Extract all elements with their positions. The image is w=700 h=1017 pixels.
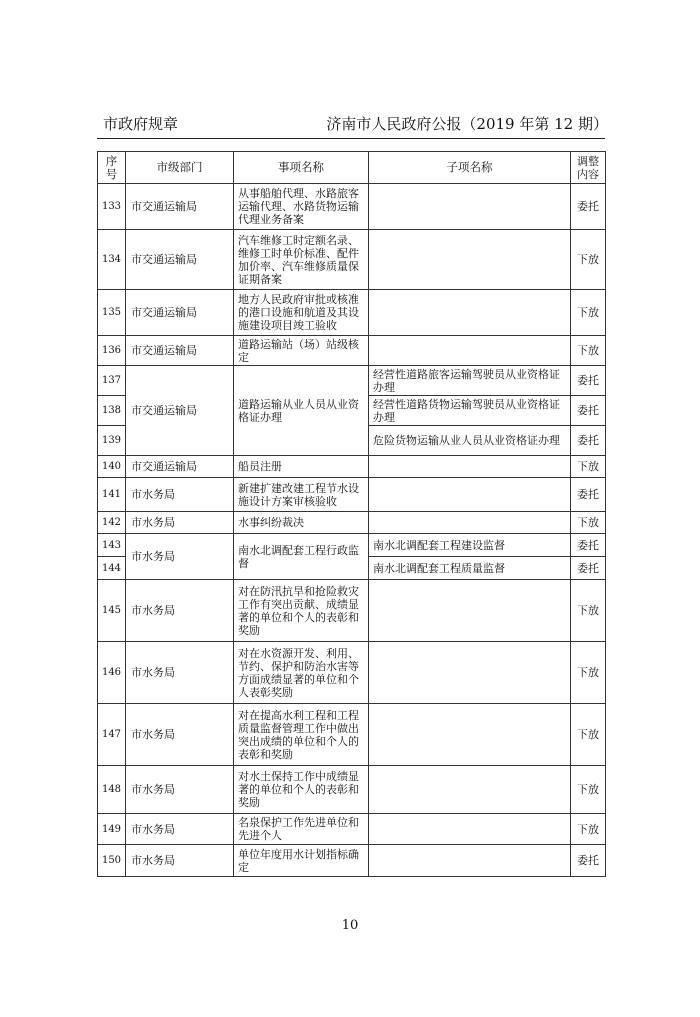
page-number: 10 xyxy=(341,918,359,933)
row-department: 市水务局 xyxy=(126,814,234,845)
row-item: 道路运输站（场）站级核定 xyxy=(234,336,369,366)
row-department: 市水务局 xyxy=(126,642,234,704)
row-adjustment: 下放 xyxy=(571,642,606,704)
row-number: 138 xyxy=(98,396,126,426)
row-subitem xyxy=(369,230,571,290)
table-row xyxy=(98,230,606,290)
row-subitem xyxy=(369,845,571,877)
row-subitem xyxy=(369,642,571,704)
row-adjustment: 下放 xyxy=(571,814,606,845)
row-department: 市水务局 xyxy=(126,845,234,877)
running-header-publication: 济南市人民政府公报（2019 年第 12 期） xyxy=(326,115,608,133)
row-item: 对水土保持工作中成绩显著的单位和个人的表彰和奖励 xyxy=(234,766,369,814)
row-item: 道路运输从业人员从业资格证办理 xyxy=(234,366,369,456)
row-subitem: 南水北调配套工程建设监督 xyxy=(369,534,571,557)
row-item: 地方人民政府审批或核准的港口设施和航道及其设施建设项目竣工验收 xyxy=(234,290,369,336)
row-subitem: 南水北调配套工程质量监督 xyxy=(369,557,571,580)
items-table xyxy=(97,151,606,877)
row-adjustment: 委托 xyxy=(571,366,606,396)
row-adjustment: 委托 xyxy=(571,426,606,456)
row-number: 135 xyxy=(98,290,126,336)
table-row xyxy=(98,290,606,336)
row-subitem xyxy=(369,336,571,366)
row-adjustment: 委托 xyxy=(571,845,606,877)
row-item: 水事纠纷裁决 xyxy=(234,512,369,534)
row-item: 对在提高水利工程和工程质量监督管理工作中做出突出成绩的单位和个人的表彰和奖励 xyxy=(234,704,369,766)
table-row xyxy=(98,704,606,766)
row-adjustment: 委托 xyxy=(571,534,606,557)
row-adjustment: 委托 xyxy=(571,396,606,426)
row-number: 150 xyxy=(98,845,126,877)
table-row xyxy=(98,366,606,396)
row-number: 140 xyxy=(98,456,126,478)
table-row xyxy=(98,478,606,512)
header-rule xyxy=(97,138,605,139)
row-number: 149 xyxy=(98,814,126,845)
table-row xyxy=(98,766,606,814)
row-department: 市交通运输局 xyxy=(126,366,234,456)
row-number: 142 xyxy=(98,512,126,534)
row-department: 市交通运输局 xyxy=(126,290,234,336)
row-item: 从事船舶代理、水路旅客运输代理、水路货物运输代理业务备案 xyxy=(234,184,369,230)
row-number: 141 xyxy=(98,478,126,512)
col-header-adjust: 调整 内容 xyxy=(571,152,606,184)
row-adjustment: 下放 xyxy=(571,766,606,814)
row-department: 市交通运输局 xyxy=(126,184,234,230)
row-department: 市水务局 xyxy=(126,534,234,580)
table-row xyxy=(98,642,606,704)
col-header-item: 事项名称 xyxy=(234,152,369,184)
row-number: 134 xyxy=(98,230,126,290)
row-number: 144 xyxy=(98,557,126,580)
row-subitem xyxy=(369,766,571,814)
row-department: 市交通运输局 xyxy=(126,456,234,478)
row-subitem xyxy=(369,290,571,336)
row-subitem: 危险货物运输从业人员从业资格证办理 xyxy=(369,426,571,456)
table-row xyxy=(98,336,606,366)
row-number: 146 xyxy=(98,642,126,704)
row-number: 136 xyxy=(98,336,126,366)
row-subitem: 经营性道路旅客运输驾驶员从业资格证办理 xyxy=(369,366,571,396)
row-adjustment: 下放 xyxy=(571,580,606,642)
table-row xyxy=(98,512,606,534)
table-row xyxy=(98,184,606,230)
row-subitem xyxy=(369,184,571,230)
col-header-no: 序号 xyxy=(98,152,126,184)
row-adjustment: 下放 xyxy=(571,336,606,366)
row-number: 143 xyxy=(98,534,126,557)
table-row xyxy=(98,814,606,845)
table-header-row xyxy=(98,152,606,184)
row-adjustment: 下放 xyxy=(571,704,606,766)
row-number: 139 xyxy=(98,426,126,456)
row-item: 对在防汛抗旱和抢险救灾工作有突出贡献、成绩显著的单位和个人的表彰和奖励 xyxy=(234,580,369,642)
row-subitem xyxy=(369,580,571,642)
row-item: 南水北调配套工程行政监督 xyxy=(234,534,369,580)
row-item: 名泉保护工作先进单位和先进个人 xyxy=(234,814,369,845)
row-item: 船员注册 xyxy=(234,456,369,478)
row-department: 市水务局 xyxy=(126,766,234,814)
row-adjustment: 下放 xyxy=(571,456,606,478)
row-item: 汽车维修工时定额名录、维修工时单价标准、配件加价率、汽车维修质量保证期备案 xyxy=(234,230,369,290)
row-subitem xyxy=(369,478,571,512)
row-subitem xyxy=(369,814,571,845)
table-row xyxy=(98,456,606,478)
row-number: 137 xyxy=(98,366,126,396)
row-subitem xyxy=(369,512,571,534)
row-number: 133 xyxy=(98,184,126,230)
col-header-subitem: 子项名称 xyxy=(369,152,571,184)
running-header-section: 市政府规章 xyxy=(103,115,179,133)
row-number: 145 xyxy=(98,580,126,642)
row-number: 148 xyxy=(98,766,126,814)
table-row xyxy=(98,845,606,877)
table-row xyxy=(98,534,606,557)
row-department: 市交通运输局 xyxy=(126,336,234,366)
row-item: 单位年度用水计划指标确定 xyxy=(234,845,369,877)
row-department: 市水务局 xyxy=(126,478,234,512)
row-item: 新建扩建改建工程节水设施设计方案审核验收 xyxy=(234,478,369,512)
row-adjustment: 下放 xyxy=(571,290,606,336)
row-department: 市水务局 xyxy=(126,704,234,766)
col-header-dept: 市级部门 xyxy=(126,152,234,184)
table-row xyxy=(98,580,606,642)
row-department: 市交通运输局 xyxy=(126,230,234,290)
row-number: 147 xyxy=(98,704,126,766)
row-subitem: 经营性道路货物运输驾驶员从业资格证办理 xyxy=(369,396,571,426)
row-adjustment: 下放 xyxy=(571,512,606,534)
row-adjustment: 委托 xyxy=(571,184,606,230)
row-department: 市水务局 xyxy=(126,580,234,642)
row-subitem xyxy=(369,456,571,478)
row-item: 对在水资源开发、利用、节约、保护和防治水害等方面成绩显著的单位和个人表彰奖励 xyxy=(234,642,369,704)
row-adjustment: 下放 xyxy=(571,230,606,290)
row-department: 市水务局 xyxy=(126,512,234,534)
row-adjustment: 委托 xyxy=(571,557,606,580)
row-adjustment: 委托 xyxy=(571,478,606,512)
row-subitem xyxy=(369,704,571,766)
